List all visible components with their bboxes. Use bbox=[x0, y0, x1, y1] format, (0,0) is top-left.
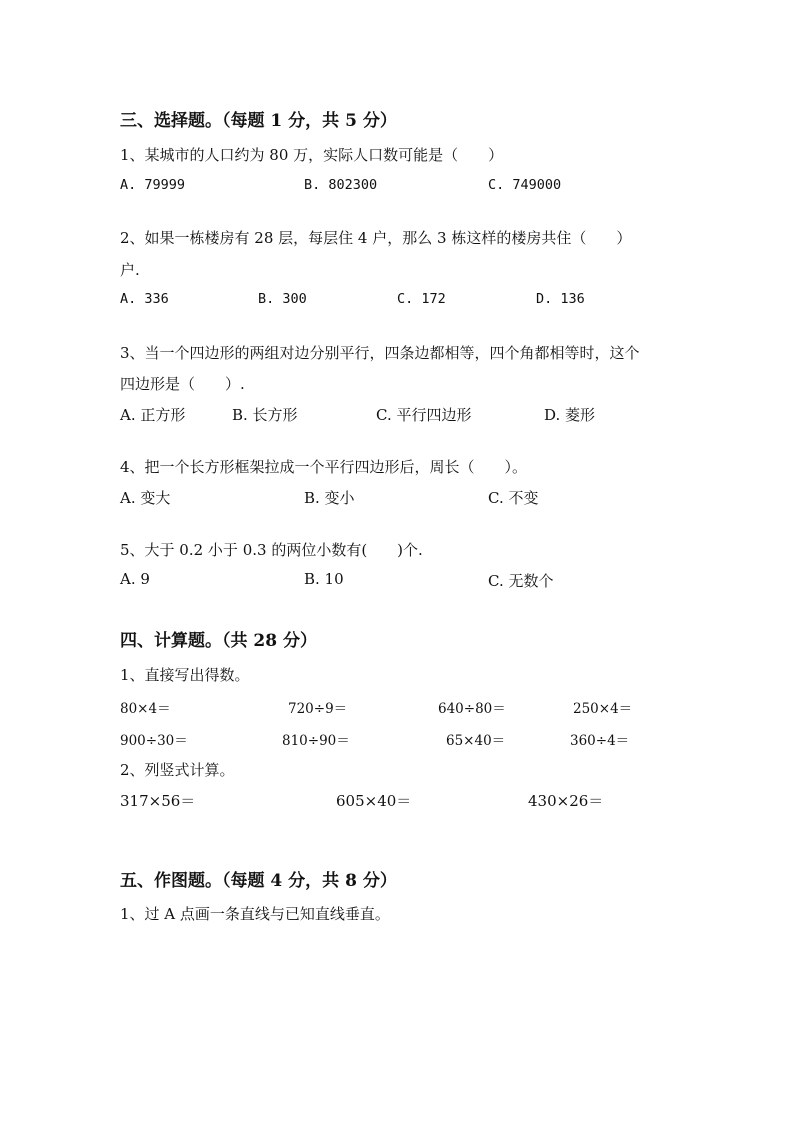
calc-item: 250×4＝ bbox=[573, 701, 633, 717]
q1-option-c: C. 749000 bbox=[488, 177, 562, 193]
q4-option-a: A. 变大 bbox=[120, 489, 171, 507]
q3-option-a: A. 正方形 bbox=[120, 406, 186, 424]
section-5-heading: 五、作图题。（每题 4 分，共 8 分） bbox=[120, 871, 397, 891]
question-5-stem: 5、大于 0.2 小于 0.3 的两位小数有( )个. bbox=[120, 541, 423, 559]
q3-option-b: B. 长方形 bbox=[232, 406, 298, 424]
calc-item: 360÷4＝ bbox=[570, 733, 630, 749]
q2-option-c: C. 172 bbox=[397, 291, 446, 307]
question-1-stem: 1、某城市的人口约为 80 万，实际人口数可能是（ ） bbox=[120, 146, 504, 164]
q3-option-c: C. 平行四边形 bbox=[376, 406, 472, 424]
calc-q2-label: 2、列竖式计算。 bbox=[120, 761, 235, 779]
section-4-heading: 四、计算题。（共 28 分） bbox=[120, 631, 317, 651]
q5-option-a: A. 9 bbox=[120, 570, 150, 588]
calc-q1-label: 1、直接写出得数。 bbox=[120, 666, 250, 684]
calc-item: 720÷9＝ bbox=[288, 701, 348, 717]
vertical-calc-item: 605×40＝ bbox=[336, 792, 412, 810]
q5-option-c: C. 无数个 bbox=[488, 572, 554, 590]
q4-option-c: C. 不变 bbox=[488, 489, 539, 507]
calc-item: 900÷30＝ bbox=[120, 733, 188, 749]
question-2-stem-line1: 2、如果一栋楼房有 28 层，每层住 4 户，那么 3 栋这样的楼房共住（ ） bbox=[120, 229, 632, 247]
calc-item: 80×4＝ bbox=[120, 701, 171, 717]
q1-option-b: B. 802300 bbox=[304, 177, 378, 193]
q2-option-d: D. 136 bbox=[536, 291, 585, 307]
question-3-stem-line2: 四边形是（ ）. bbox=[120, 375, 245, 393]
question-4-stem: 4、把一个长方形框架拉成一个平行四边形后，周长（ ）。 bbox=[120, 458, 528, 476]
q3-option-d: D. 菱形 bbox=[544, 406, 596, 424]
q4-option-b: B. 变小 bbox=[304, 489, 355, 507]
q1-option-a: A. 79999 bbox=[120, 177, 186, 193]
question-2-stem-line2: 户. bbox=[120, 261, 140, 279]
calc-item: 640÷80＝ bbox=[438, 701, 506, 717]
q5-option-b: B. 10 bbox=[304, 570, 344, 588]
calc-item: 65×40＝ bbox=[446, 733, 506, 749]
question-3-stem-line1: 3、当一个四边形的两组对边分别平行，四条边都相等，四个角都相等时，这个 bbox=[120, 344, 640, 362]
drawing-q1-label: 1、过 A 点画一条直线与已知直线垂直。 bbox=[120, 905, 390, 923]
vertical-calc-item: 317×56＝ bbox=[120, 792, 196, 810]
calc-item: 810÷90＝ bbox=[282, 733, 350, 749]
section-3-heading: 三、选择题。（每题 1 分，共 5 分） bbox=[120, 111, 397, 131]
q2-option-a: A. 336 bbox=[120, 291, 169, 307]
q2-option-b: B. 300 bbox=[258, 291, 307, 307]
vertical-calc-item: 430×26＝ bbox=[528, 792, 604, 810]
